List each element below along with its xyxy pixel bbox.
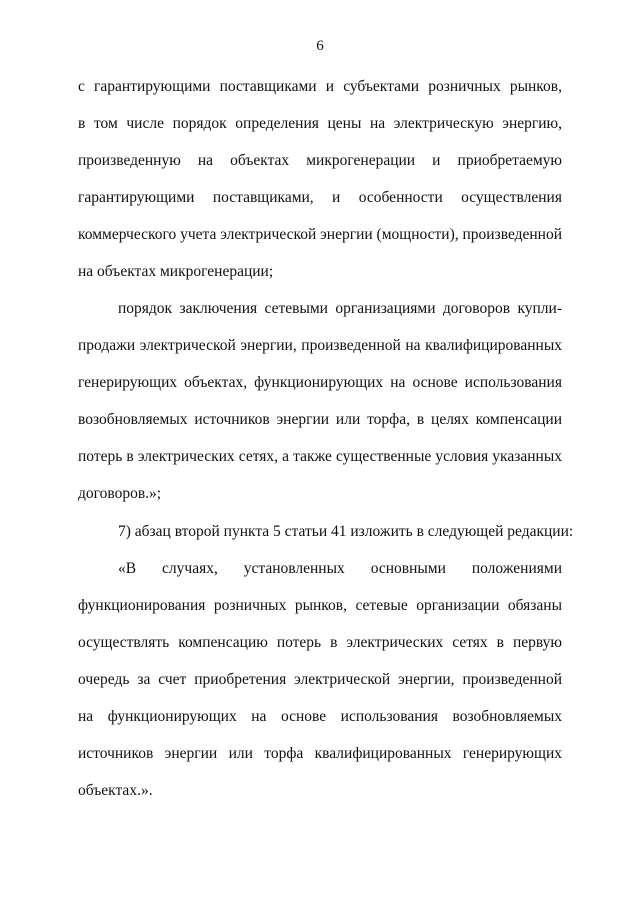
text-line: договоров.»;: [78, 485, 162, 502]
text-line: источников энергии или торфа квалифицированных генерирующих: [78, 745, 562, 762]
text-line: с гарантирующими поставщиками и субъектами розничных рынков,: [78, 78, 562, 95]
text-line: возобновляемых источников энергии или торфа, в целях компенсации: [78, 411, 562, 428]
text-line: на функционирующих на основе использования возобновляемых: [78, 708, 562, 725]
text-line: в том числе порядок определения цены на электрическую энергию,: [78, 115, 562, 132]
text-line: 7) абзац второй пункта 5 статьи 41 изложить в следующей редакции:: [118, 523, 574, 540]
text-line: очередь за счет приобретения электрической энергии, произведенной: [78, 671, 562, 688]
text-line: «В случаях, установленных основными положениями: [118, 560, 562, 577]
text-line: порядок заключения сетевыми организациями договоров купли-: [118, 300, 562, 317]
text-line: гарантирующими поставщиками, и особенности осуществления: [78, 189, 562, 206]
text-line: генерирующих объектах, функционирующих на основе использования: [78, 374, 562, 391]
text-line: продажи электрической энергии, произведенной на квалифицированных: [78, 337, 562, 354]
text-line: функционирования розничных рынков, сетевые организации обязаны: [78, 597, 562, 614]
page-number: 6: [316, 38, 324, 54]
text-line: осуществлять компенсацию потерь в электрических сетях в первую: [78, 634, 562, 651]
text-line: коммерческого учета электрической энергии (мощности), произведенной: [78, 226, 563, 243]
text-line: объектах.».: [78, 782, 153, 799]
text-line: потерь в электрических сетях, а также существенные условия указанных: [78, 448, 562, 465]
text-line: произведенную на объектах микрогенерации и приобретаемую: [78, 152, 562, 169]
text-line: на объектах микрогенерации;: [78, 263, 274, 280]
